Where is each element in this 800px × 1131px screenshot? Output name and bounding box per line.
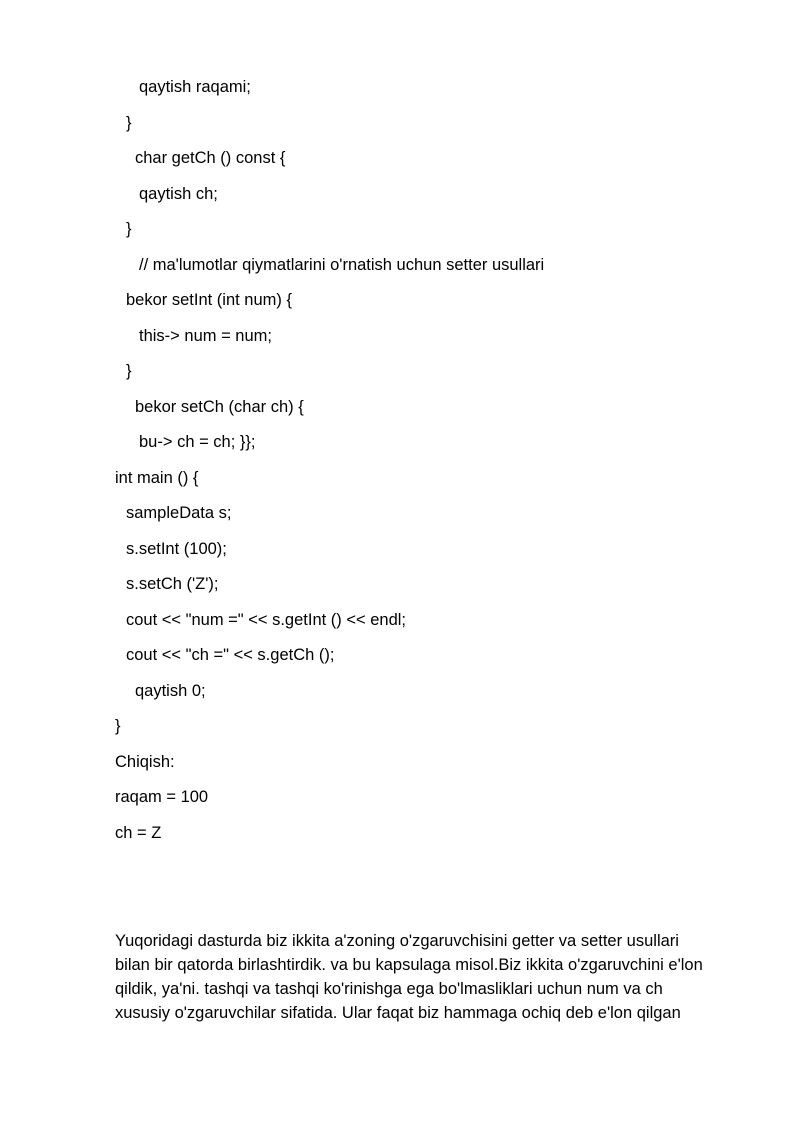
code-line: } [126, 114, 132, 132]
code-line: bu-> ch = ch; }}; [139, 433, 256, 451]
code-line: char getCh () const { [135, 149, 286, 167]
code-line: } [126, 362, 132, 380]
code-line: bekor setInt (int num) { [126, 291, 292, 309]
code-line: int main () { [115, 469, 199, 487]
output-line: ch = Z [115, 824, 162, 842]
code-line: this-> num = num; [139, 327, 272, 345]
paragraph-line: Yuqoridagi dasturda biz ikkita a'zoning o'zgaruvchisini getter va setter usullari [115, 932, 679, 950]
code-line: cout << "num =" << s.getInt () << endl; [126, 611, 407, 629]
code-line: } [126, 220, 132, 238]
paragraph-line: qildik, ya'ni. tashqi va tashqi ko'rinishga ega bo'lmasliklari uchun num va ch [115, 980, 663, 998]
code-comment-line: // ma'lumotlar qiymatlarini o'rnatish uchun setter usullari [139, 256, 545, 274]
code-line: sampleData s; [126, 504, 232, 522]
paragraph-line: bilan bir qatorda birlashtirdik. va bu kapsulaga misol.Biz ikkita o'zgaruvchini e'lon [115, 956, 703, 974]
explanation-paragraph [115, 929, 715, 1025]
code-line: qaytish ch; [139, 185, 218, 203]
code-line: } [115, 717, 121, 735]
code-line: s.setCh ('Z'); [126, 575, 219, 593]
code-line: s.setInt (100); [126, 540, 227, 558]
output-heading: Chiqish: [115, 753, 175, 771]
code-line: qaytish raqami; [139, 78, 251, 96]
code-line: bekor setCh (char ch) { [135, 398, 304, 416]
output-line: raqam = 100 [115, 788, 209, 806]
code-line: qaytish 0; [135, 682, 206, 700]
code-line: cout << "ch =" << s.getCh (); [126, 646, 335, 664]
paragraph-line: xususiy o'zgaruvchilar sifatida. Ular faqat biz hammaga ochiq deb e'lon qilgan [115, 1004, 681, 1022]
